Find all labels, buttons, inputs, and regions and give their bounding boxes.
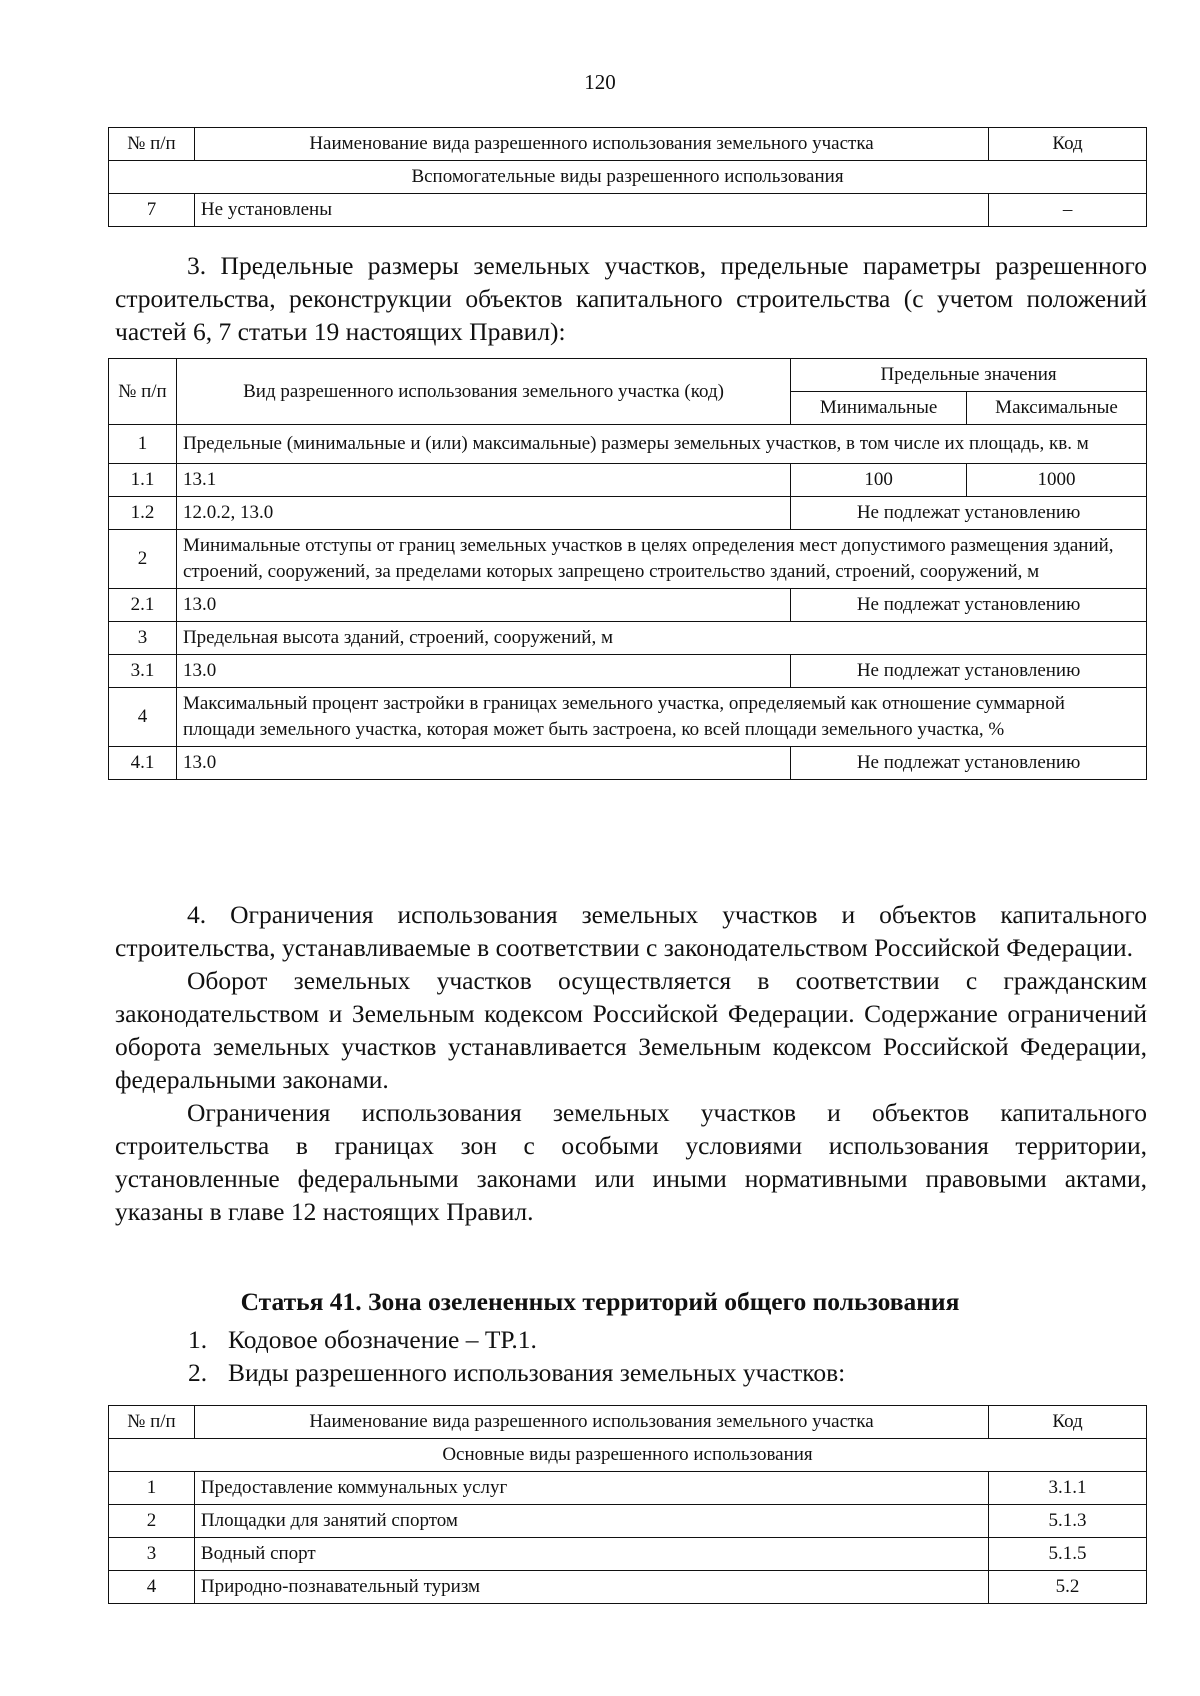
- row-code: 13.1: [176, 464, 790, 497]
- auxiliary-uses-table: [108, 127, 1147, 227]
- row-not-set: Не подлежат установлению: [791, 589, 1147, 622]
- table-row: [109, 688, 1147, 747]
- list-item-num: 1.: [188, 1325, 208, 1354]
- table-row: [109, 655, 1147, 688]
- table-row: [109, 530, 1147, 589]
- row-code: 5.1.5: [989, 1538, 1147, 1571]
- row-num: 3: [109, 622, 177, 655]
- table-row: [109, 1472, 1147, 1505]
- row-num: 4.1: [109, 747, 177, 780]
- row-code: 5.2: [989, 1571, 1147, 1604]
- limits-table: [108, 358, 1147, 780]
- header-name: Наименование вида разрешенного использования земельного участка: [194, 128, 988, 161]
- header-code: Код: [989, 128, 1147, 161]
- row-name: Не установлены: [194, 194, 988, 227]
- header-max: Максимальные: [967, 392, 1147, 425]
- row-not-set: Не подлежат установлению: [791, 497, 1147, 530]
- row-name: Площадки для занятий спортом: [194, 1505, 988, 1538]
- section-row: [109, 1439, 1147, 1472]
- table-row: [109, 464, 1147, 497]
- table-row: [109, 622, 1147, 655]
- row-code: 13.0: [176, 747, 790, 780]
- section-row: [109, 161, 1147, 194]
- list-item-text: Виды разрешенного использования земельных участков:: [228, 1358, 846, 1387]
- row-num: 1.1: [109, 464, 177, 497]
- row-text: Предельные (минимальные и (или) максимальные) размеры земельных участков, в том числе их площадь, кв. м: [176, 425, 1146, 464]
- row-not-set: Не подлежат установлению: [791, 747, 1147, 780]
- row-name: Природно-познавательный туризм: [194, 1571, 988, 1604]
- row-num: 1: [109, 1472, 195, 1505]
- table-header-row: [109, 128, 1147, 161]
- row-code: 13.0: [176, 655, 790, 688]
- paragraph-4-text: 4. Ограничения использования земельных участков и объектов капитального строительства, устанавливаемые в соответствии с законодательством Российской Федерации.: [115, 900, 1147, 962]
- paragraph-6-text: Ограничения использования земельных участков и объектов капитального строительства в границах зон с особыми условиями использования территории, установленные федеральными законами или иными нормативными правовыми актами, указаны в главе 12 настоящих Правил.: [115, 1098, 1147, 1226]
- row-num: 2: [109, 530, 177, 589]
- row-num: 3: [109, 1538, 195, 1571]
- row-text: Максимальный процент застройки в границах земельного участка, определяемый как отношение суммарной площади земельного участка, которая может быть застроена, ко всей площади земельного участка, %: [176, 688, 1146, 747]
- table-header-row: [109, 1406, 1147, 1439]
- row-text: Предельная высота зданий, строений, сооружений, м: [176, 622, 1146, 655]
- list-item-num: 2.: [188, 1358, 208, 1387]
- row-min: 100: [791, 464, 967, 497]
- row-num: 2.1: [109, 589, 177, 622]
- table-row: [109, 1538, 1147, 1571]
- paragraph-5-text: Оборот земельных участков осуществляется в соответствии с гражданским законодательством и Земельным кодексом Российской Федерации. Содержание ограничений оборота земельных участков устанавливается Земельным кодексом Российской Федерации, федеральными законами.: [115, 966, 1147, 1094]
- paragraphs-block: [115, 898, 1147, 1228]
- header-name: Наименование вида разрешенного использования земельного участка: [194, 1406, 988, 1439]
- row-num: 1.2: [109, 497, 177, 530]
- list-item: [188, 1358, 845, 1388]
- row-num: 4: [109, 1571, 195, 1604]
- table-row: [109, 1571, 1147, 1604]
- row-code: 13.0: [176, 589, 790, 622]
- row-num: 7: [109, 194, 195, 227]
- table-row: [109, 589, 1147, 622]
- row-not-set: Не подлежат установлению: [791, 655, 1147, 688]
- table-row: [109, 425, 1147, 464]
- main-uses-table: [108, 1405, 1147, 1604]
- header-code: Код: [989, 1406, 1147, 1439]
- header-type: Вид разрешенного использования земельного участка (код): [176, 359, 790, 425]
- header-num: № п/п: [109, 128, 195, 161]
- header-num: № п/п: [109, 359, 177, 425]
- table-row: [109, 747, 1147, 780]
- row-num: 4: [109, 688, 177, 747]
- header-limits: Предельные значения: [791, 359, 1147, 392]
- paragraph-3: [115, 249, 1147, 348]
- list-item-text: Кодовое обозначение – ТР.1.: [228, 1325, 537, 1354]
- header-min: Минимальные: [791, 392, 967, 425]
- article-heading: Статья 41. Зона озелененных территорий общего пользования: [240, 1287, 960, 1316]
- limits-header-row-1: [109, 359, 1147, 392]
- page-number: 120: [584, 70, 616, 94]
- row-num: 2: [109, 1505, 195, 1538]
- row-code: 12.0.2, 13.0: [176, 497, 790, 530]
- row-num: 3.1: [109, 655, 177, 688]
- table-row: [109, 194, 1147, 227]
- row-num: 1: [109, 425, 177, 464]
- section-title: Основные виды разрешенного использования: [109, 1439, 1147, 1472]
- row-code: 3.1.1: [989, 1472, 1147, 1505]
- row-code: –: [989, 194, 1147, 227]
- list-item: [188, 1325, 537, 1355]
- row-max: 1000: [967, 464, 1147, 497]
- row-text: Минимальные отступы от границ земельных участков в целях определения мест допустимого размещения зданий, строений, сооружений, за пределами которых запрещено строительство зданий, строений, сооружений, м: [176, 530, 1146, 589]
- header-num: № п/п: [109, 1406, 195, 1439]
- row-name: Предоставление коммунальных услуг: [194, 1472, 988, 1505]
- section-title: Вспомогательные виды разрешенного использования: [109, 161, 1147, 194]
- table-row: [109, 497, 1147, 530]
- row-name: Водный спорт: [194, 1538, 988, 1571]
- row-code: 5.1.3: [989, 1505, 1147, 1538]
- table-row: [109, 1505, 1147, 1538]
- paragraph-3-text: 3. Предельные размеры земельных участков, предельные параметры разрешенного строительства, реконструкции объектов капитального строительства (с учетом положений частей 6, 7 статьи 19 настоящих Правил):: [115, 251, 1147, 346]
